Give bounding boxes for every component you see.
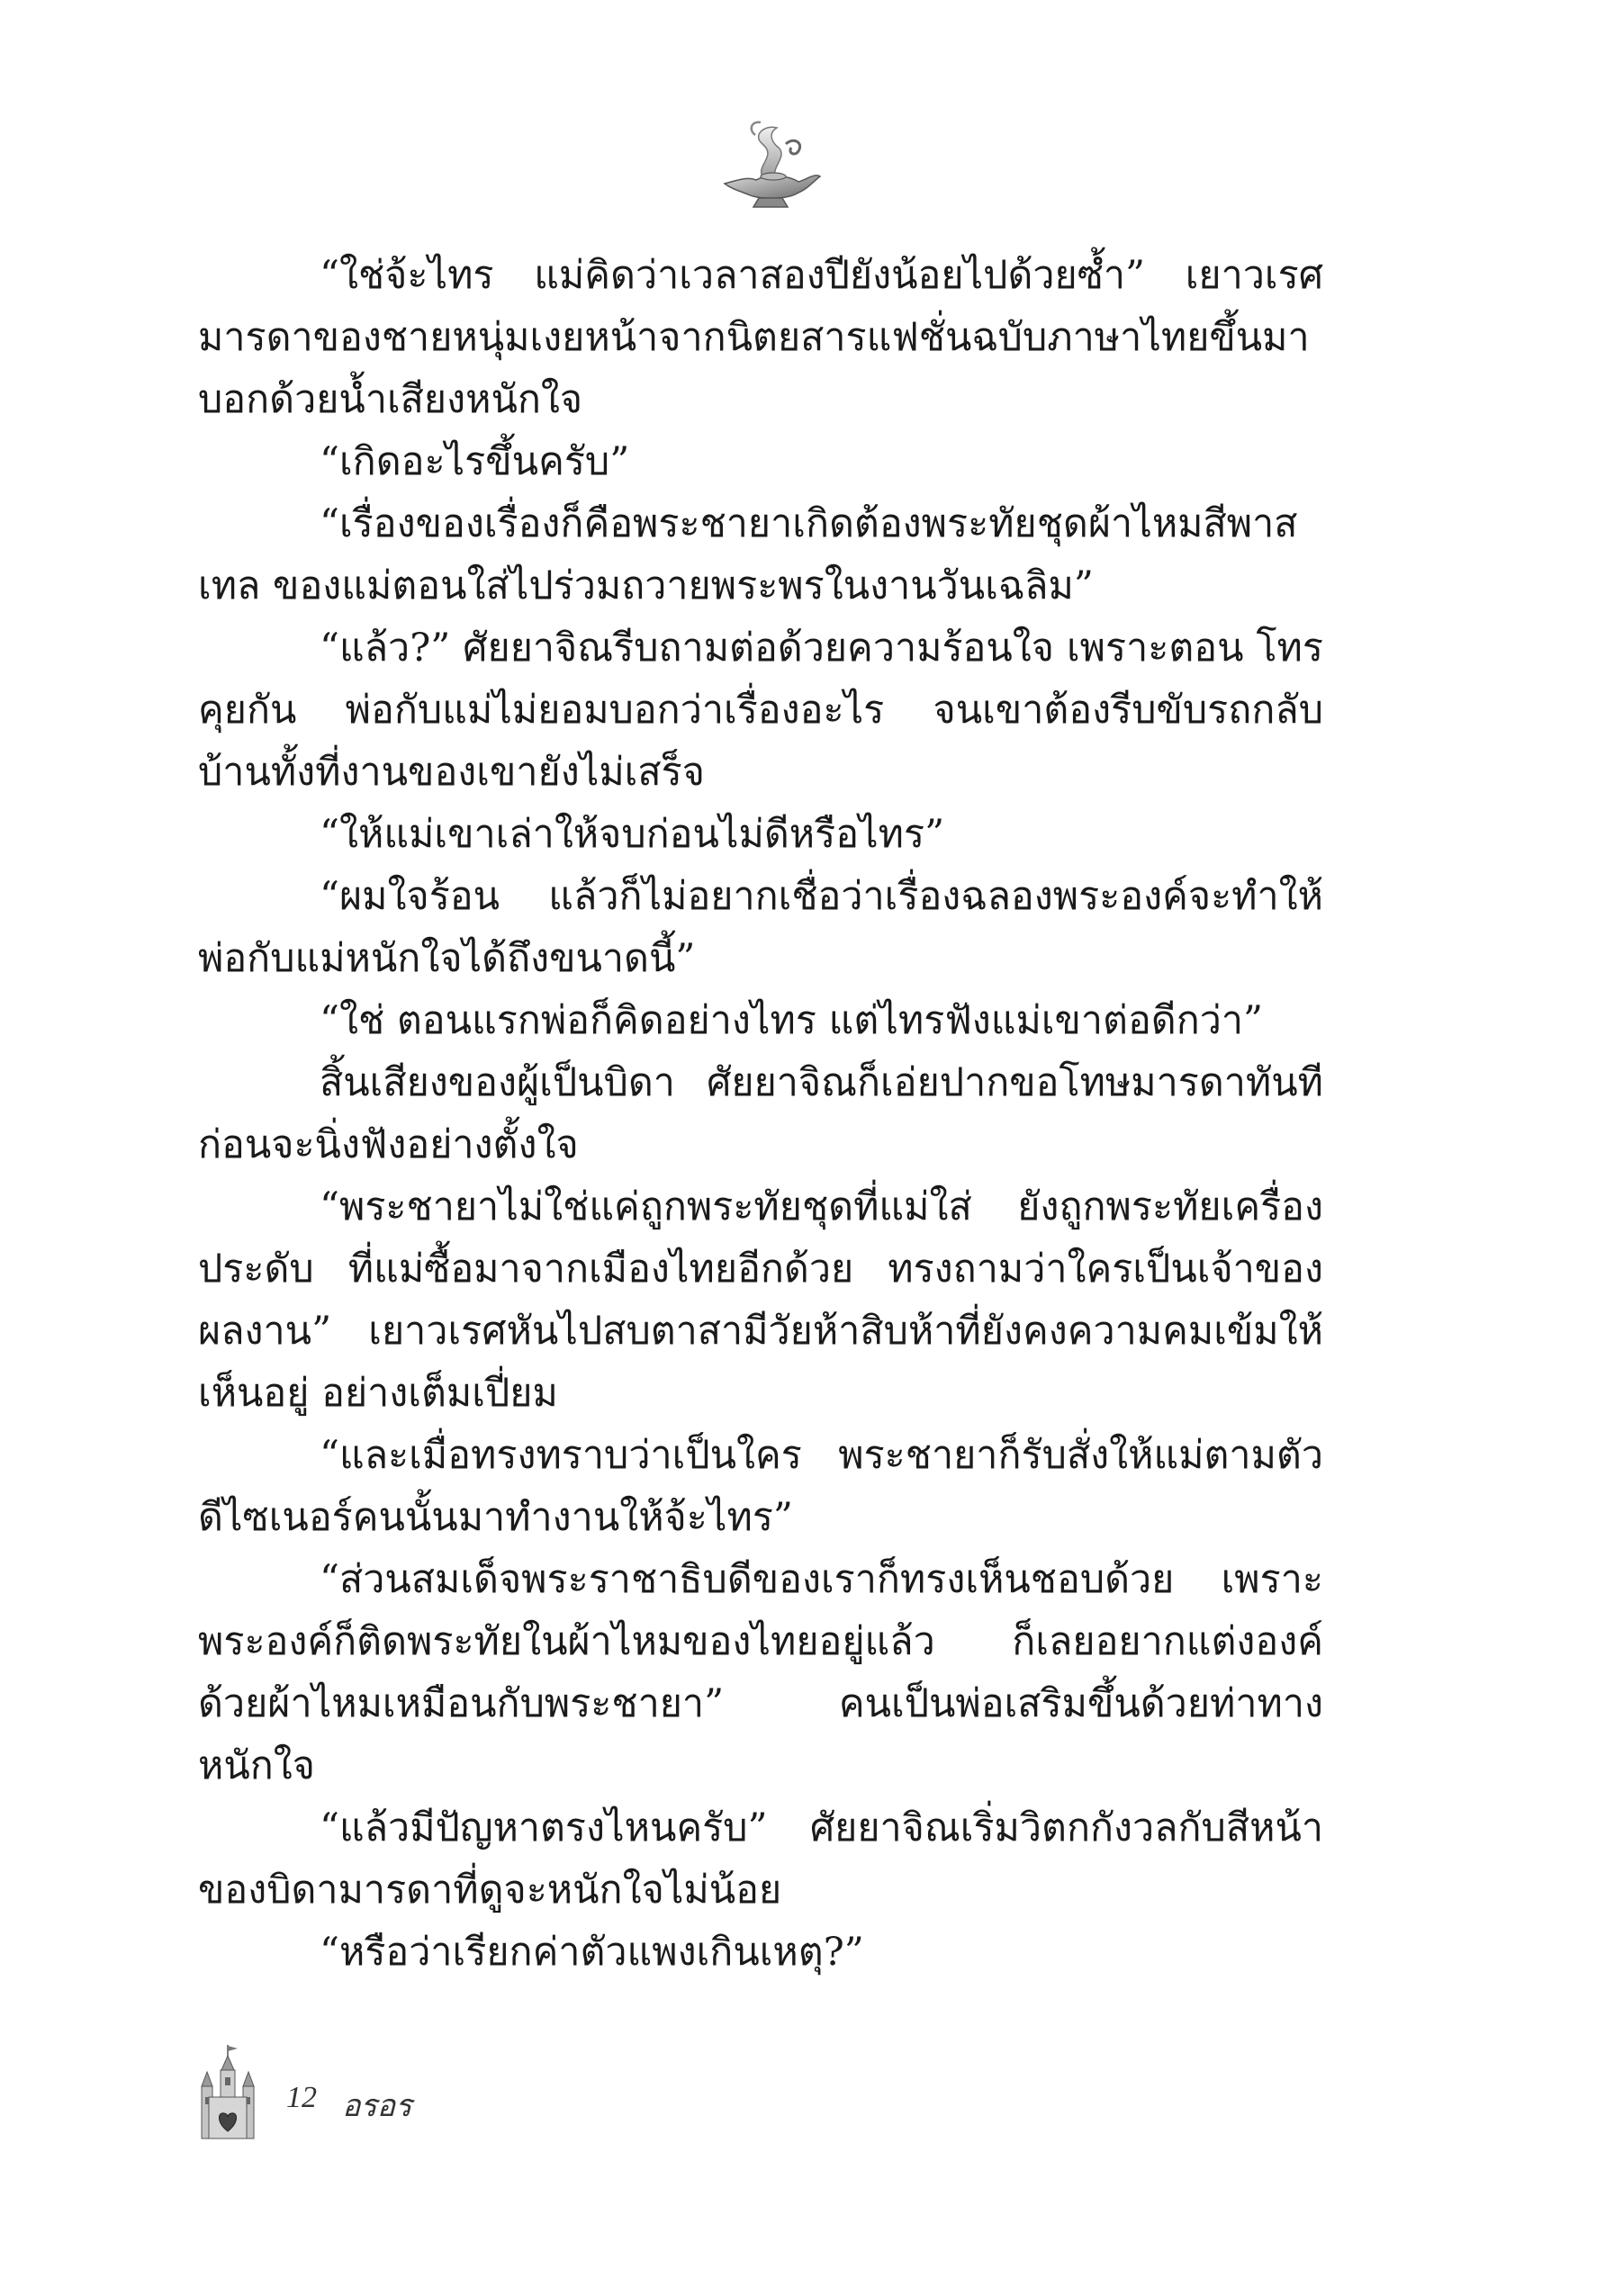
genie-lamp-icon — [716, 117, 824, 212]
paragraph-8: สิ้นเสียงของผู้เป็นบิดา ศัยยาจิณก็เอ่ยปากขอโทษมารดาทันที ก่อนจะนิ่งฟังอย่างตั้งใจ — [198, 1060, 1323, 1167]
castle-icon — [196, 2043, 259, 2142]
paragraph-6: “ผมใจร้อน แล้วก็ไม่อยากเชื่อว่าเรื่องฉลองพระองค์จะทำให้ พ่อกับแม่หนักใจได้ถึงขนาดนี้” — [198, 874, 1323, 981]
paragraph-9: “พระชายาไม่ใช่แค่ถูกพระทัยชุดที่แม่ใส่ ยังถูกพระทัยเครื่องประดับ ที่แม่ซื้อมาจากเมืองไทยอีกด้วย ทรงถามว่าใครเป็นเจ้าของผลงาน” เยาวเรศหันไปสบตาสามีวัยห้าสิบห้าที่ยังคงความคมเข้มให้เห็นอยู่ อย่างเต็มเปี่ยม — [198, 1184, 1323, 1416]
page-number: 12 — [286, 2081, 317, 2114]
paragraph-4: “แล้ว?” ศัยยาจิณรีบถามต่อด้วยความร้อนใจ เพราะตอน โทรคุยกัน พ่อกับแม่ไม่ยอมบอกว่าเรื่องอะไร จนเขาต้องรีบขับรถกลับ บ้านทั้งที่งานของเขายังไม่เสร็จ — [198, 626, 1323, 795]
body-text — [198, 245, 1323, 1984]
paragraph-10: “และเมื่อทรงทราบว่าเป็นใคร พระชายาก็รับสั่งให้แม่ตามตัว ดีไซเนอร์คนนั้นมาทำงานให้จ้ะไทร” — [198, 1433, 1323, 1540]
paragraph-7: “ใช่ ตอนแรกพ่อก็คิดอย่างไทร แต่ไทรฟังแม่เขาต่อดีกว่า” — [320, 998, 1264, 1043]
paragraph-11: “ส่วนสมเด็จพระราชาธิบดีของเราก็ทรงเห็นชอบด้วย เพราะ พระองค์ก็ติดพระทัยในผ้าไหมของไทยอยู่แล้ว ก็เลยอยากแต่งองค์ ด้วยผ้าไหมเหมือนกับพระชายา” คนเป็นพ่อเสริมขึ้นด้วยท่าทางหนักใจ — [198, 1557, 1323, 1788]
paragraph-12: “แล้วมีปัญหาตรงไหนครับ” ศัยยาจิณเริ่มวิตกกังวลกับสีหน้า ของบิดามารดาที่ดูจะหนักใจไม่น้อย — [198, 1805, 1323, 1913]
paragraph-2: “เกิดอะไรขึ้นครับ” — [320, 439, 630, 484]
page-footer — [196, 2043, 556, 2142]
paragraph-5: “ให้แม่เขาเล่าให้จบก่อนไม่ดีหรือไทร” — [320, 812, 945, 857]
paragraph-13: “หรือว่าเรียกค่าตัวแพงเกินเหตุ?” — [320, 1930, 864, 1975]
paragraph-1: “ใช่จ้ะไทร แม่คิดว่าเวลาสองปียังน้อยไปด้วยซ้ำ” เยาวเรศ มารดาของชายหนุ่มเงยหน้าจากนิตยสารแฟชั่นฉบับภาษาไทยขึ้นมา บอกด้วยน้ำเสียงหนักใจ — [198, 253, 1323, 422]
paragraph-3: “เรื่องของเรื่องก็คือพระชายาเกิดต้องพระทัยชุดผ้าไหมสีพาสเทล ของแม่ตอนใส่ไปร่วมถวายพระพรในงานวันเฉลิม” — [198, 501, 1298, 608]
author-name: อรอร — [342, 2090, 412, 2123]
